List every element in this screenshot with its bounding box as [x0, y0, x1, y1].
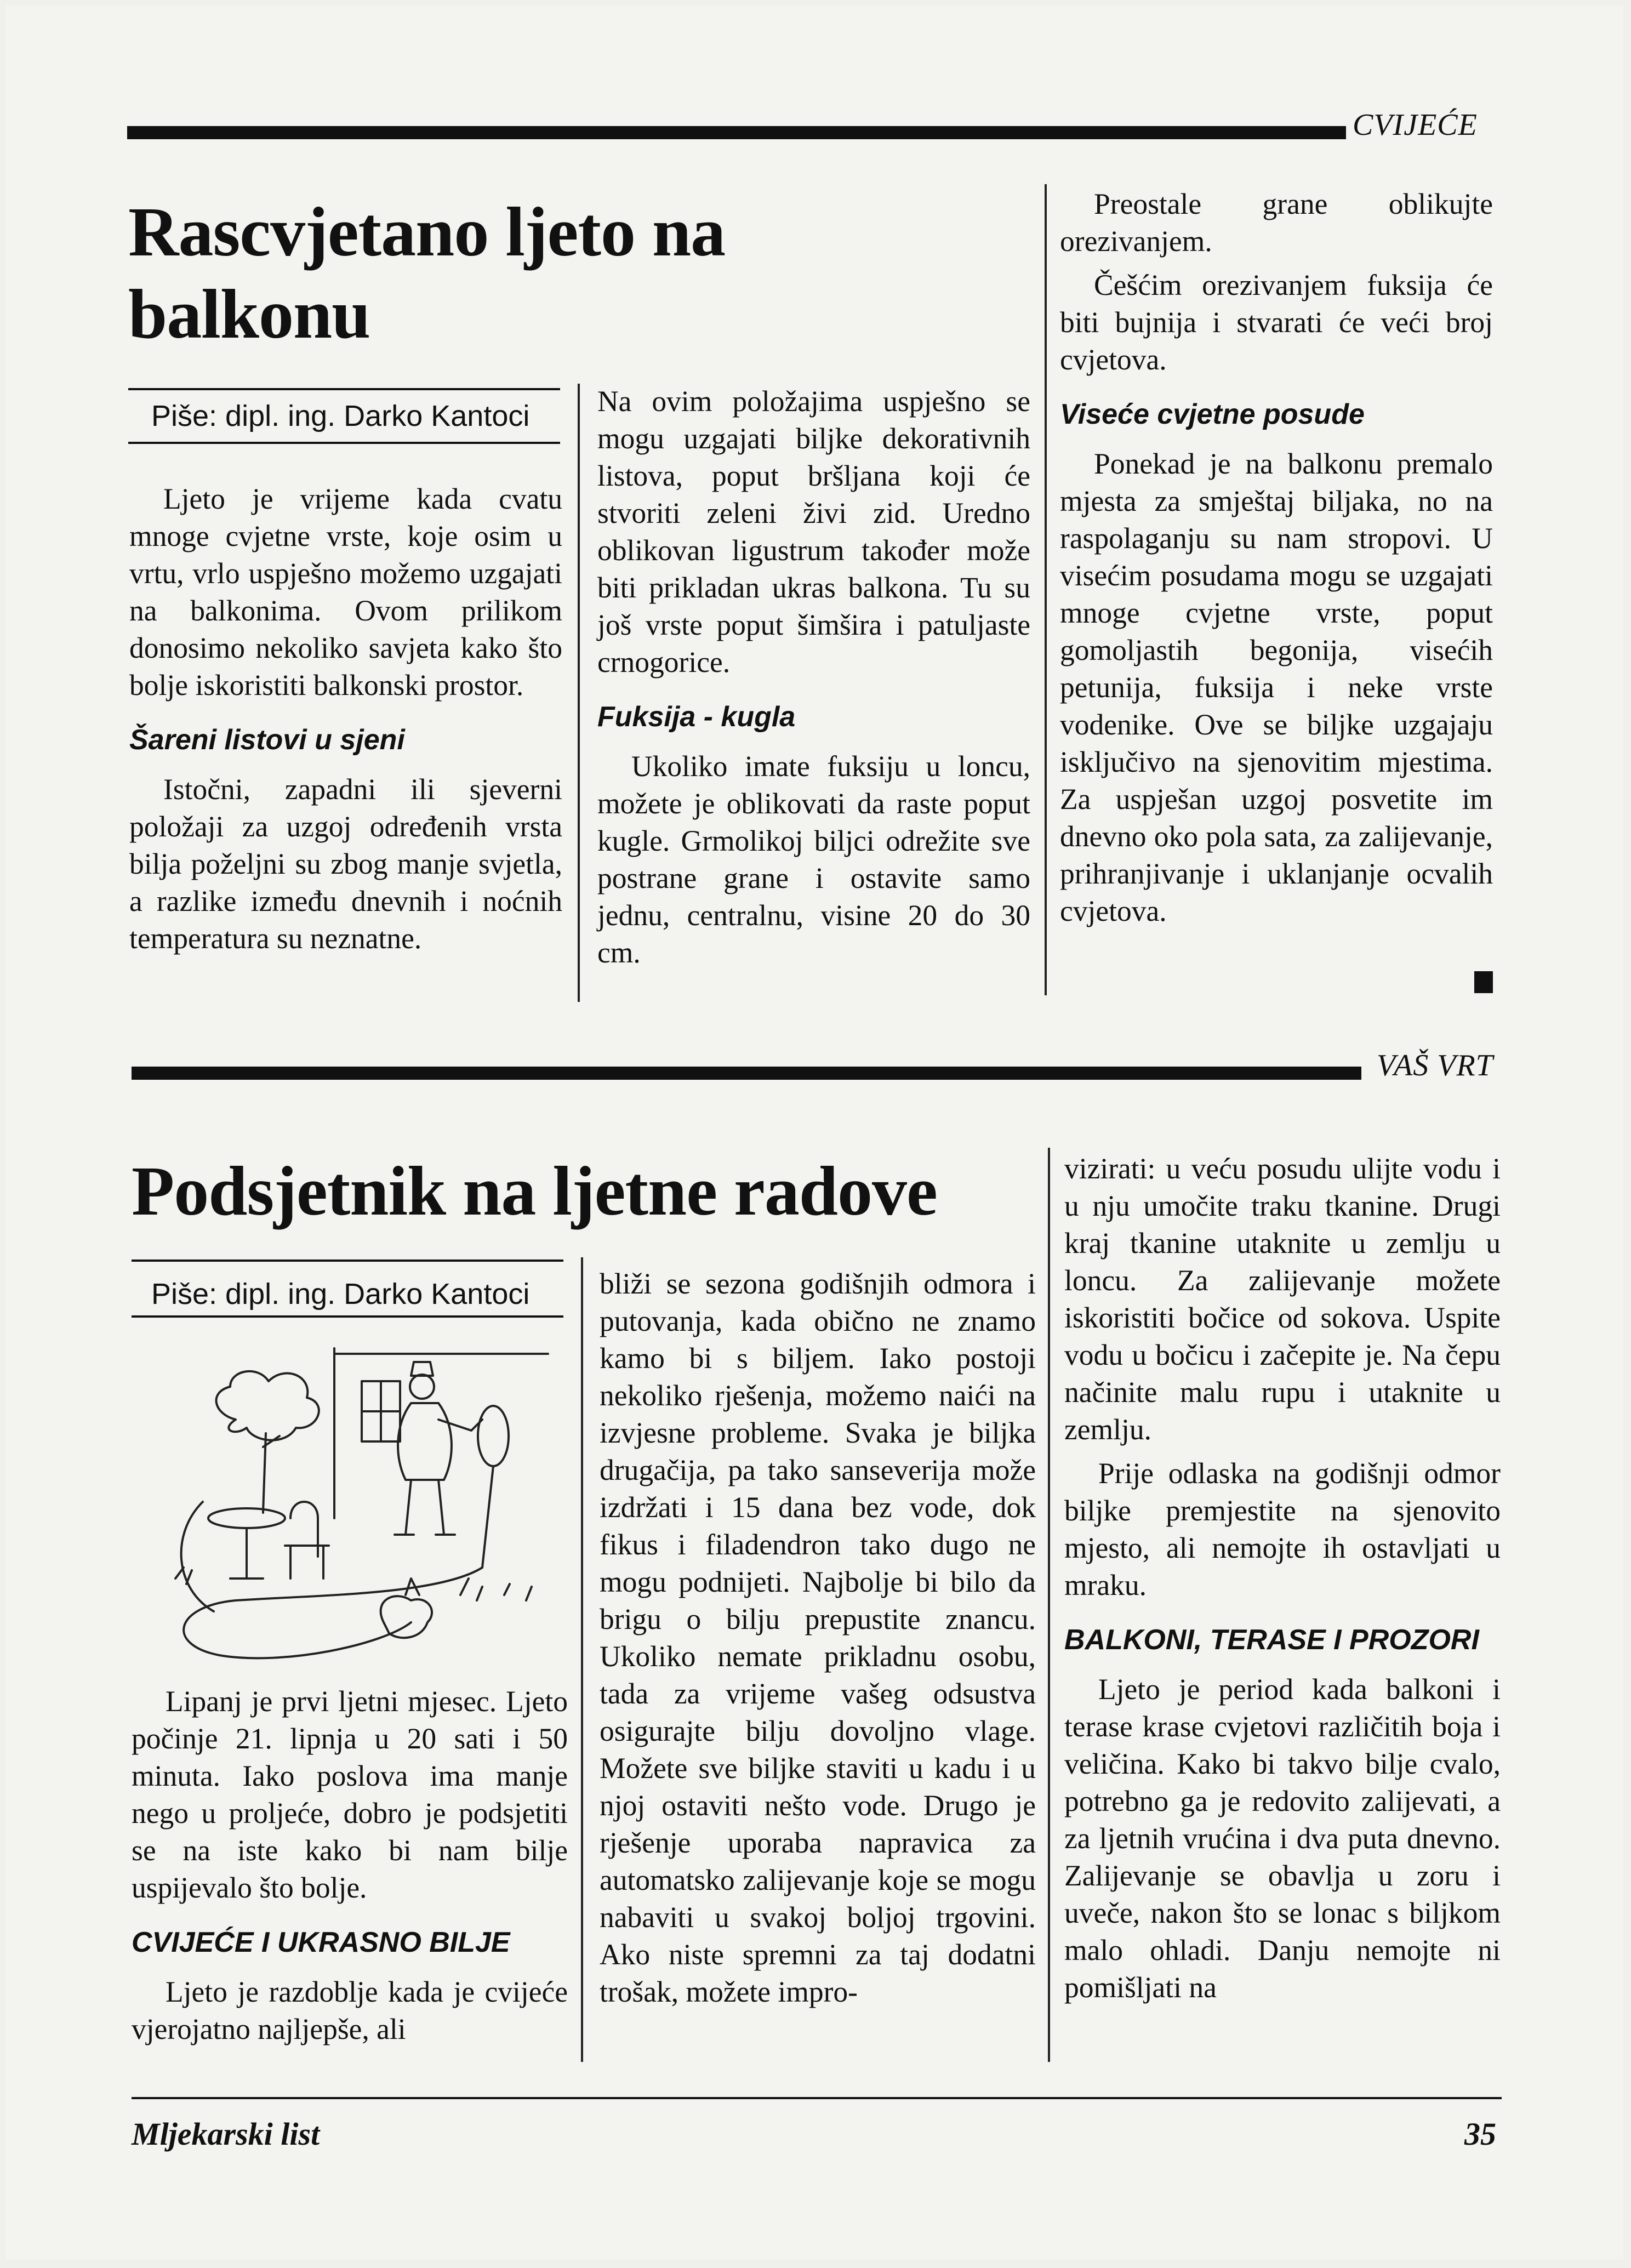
column-divider: [581, 1257, 583, 2062]
paragraph: Ljeto je vrijeme kada cvatu mnoge cvjetne vrste, koje osim u vrtu, vrlo uspješno možemo uzgajati na balkonima. Ovom prilikom donosimo nekoliko savjeta kako što bolje iskoristiti balkonski prostor.: [129, 482, 562, 702]
byline-rule-top: [128, 388, 560, 390]
article-column-3: [1060, 185, 1493, 936]
section-label-vas-vrt: VAŠ VRT: [1377, 1048, 1493, 1082]
paragraph: Češćim orezivanjem fuksija će biti bujnija i stvarati će veći broj cvjetova.: [1060, 269, 1493, 376]
paragraph: Preostale grane oblikujte orezivanjem.: [1060, 187, 1493, 258]
section-rule-middle: [132, 1067, 1361, 1080]
paragraph: Lipanj je prvi ljetni mjesec. Ljeto počinje 21. lipnja u 20 sati i 50 minuta. Iako poslova ima manje nego u proljeće, dobro je podsjetiti se na iste kako bi nam bilje uspijevalo što bolje.: [132, 1685, 568, 1904]
subheading: Šareni listovi u sjeni: [129, 724, 405, 756]
paragraph: Ljeto je razdoblje kada je cvijeće vjerojatno najljepše, ali: [132, 1975, 568, 2045]
page-number: 35: [1464, 2116, 1496, 2152]
paragraph: Prije odlaska na godišnji odmor biljke premjestite na sjenovito mjesto, ali nemojte ih ostavljati u mraku.: [1064, 1457, 1501, 1602]
byline: Piše: dipl. ing. Darko Kantoci: [151, 400, 530, 432]
subheading: CVIJEĆE I UKRASNO BILJE: [132, 1927, 510, 1958]
gardener-watering-icon: [153, 1337, 559, 1666]
paragraph: vizirati: u veću posudu ulijte vodu i u nju umočite traku tkanine. Drugi kraj tkanine utaknite u zemlju u loncu. Za zalijevanje možete iskoristiti bočice od sokova. Uspite vodu u bočicu i začepite je. Na čepu načinite malu rupu i utaknite u zemlju.: [1064, 1152, 1501, 1446]
article-title-line1: Rascvjetano ljeto na: [128, 193, 726, 271]
column-divider: [1045, 184, 1047, 995]
section-label-cvijece: CVIJEĆE: [1353, 108, 1478, 142]
paragraph: Istočni, zapadni ili sjeverni položaji za uzgoj određenih vrsta bilja poželjni su zbog manje svjetla, a razlike između dnevnih i noćnih temperatura su neznatne.: [129, 773, 562, 955]
paragraph: Ponekad je na balkonu premalo mjesta za smještaj biljaka, no na raspolaganju su nam stropovi. U visećim posudama mogu se uzgajati mnoge cvjetne vrste, poput gomoljastih begonija, visećih petunija, fuksija i neke vrste vodenike. Ove se biljke uzgajaju isključivo na sjenovitim mjestima. Za uspješan uzgoj posvetite im dnevno oko pola sata, za zalijevanje, prihranjivanje i uklanjanje ocvalih cvjetova.: [1060, 447, 1493, 927]
footer-rule: [132, 2097, 1502, 2099]
article-column-2: [600, 1265, 1036, 2017]
paragraph: Na ovim položajima uspješno se mogu uzgajati biljke dekorativnih listova, poput bršljana koji će stvoriti zeleni živi zid. Uredno oblikovan ligustrum također može biti prikladan ukras balkona. Tu su još vrste poput šimšira i patuljaste crnogorice.: [597, 385, 1030, 679]
end-mark-icon: [1474, 971, 1493, 993]
article-title: [128, 191, 1093, 355]
byline-rule-bottom: [132, 1315, 563, 1318]
subheading: Fuksija - kugla: [597, 701, 796, 733]
article-column-1: [129, 480, 562, 964]
byline-rule-bottom: [128, 442, 560, 444]
publication-name: Mljekarski list: [132, 2116, 320, 2152]
byline-rule-top: [132, 1260, 563, 1262]
illustration-gardener: [153, 1337, 559, 1666]
article-title-line2: balkonu: [128, 275, 370, 353]
article-column-3: [1064, 1150, 1501, 2013]
article-column-2: [597, 383, 1030, 978]
paragraph: bliži se sezona godišnjih odmora i putovanja, kada obično ne znamo kamo bi s biljem. Iako postoji nekoliko rješenja, možemo naići na izvjesne probleme. Svaka je biljka drugačija, pa tako sanseverija može izdržati i 15 dana bez vode, dok fikus i filadendron tako dugo ne mogu podnijeti. Najbolje bi bilo da brigu o bilju prepustite znancu. Ukoliko nemate prikladnu osobu, tada za vrijeme vašeg odsustva osigurajte bilju dovoljno vlage. Možete sve biljke staviti u kadu i u njoj ostaviti nešto vode. Drugo je rješenje uporaba napravica za automatsko zalijevanje koje se mogu nabaviti u svakoj boljoj trgovini. Ako niste spremni za taj dodatni trošak, možete impro-: [600, 1267, 1036, 2008]
article-title: Podsjetnik na ljetne radove: [132, 1152, 937, 1230]
section-rule-top: [127, 126, 1346, 139]
subheading: Viseće cvjetne posude: [1060, 398, 1365, 430]
subheading: BALKONI, TERASE I PROZORI: [1064, 1624, 1479, 1656]
article-column-1: [132, 1683, 568, 2054]
paragraph: Ukoliko imate fuksiju u loncu, možete je oblikovati da raste poput kugle. Grmolikoj biljci odrežite sve postrane grane i ostavite samo jednu, centralnu, visine 20 do 30 cm.: [597, 750, 1030, 969]
column-divider: [1048, 1148, 1050, 2062]
paragraph: Ljeto je period kada balkoni i terase krase cvjetovi različitih boja i veličina. Kako bi takvo bilje cvalo, potrebno ga je redovito zalijevati, a za ljetnih vrućina i dva puta dnevno. Zalijevanje se obavlja u zoru i uveče, nakon što se lonac s biljkom malo ohladi. Danju nemojte ni pomišljati na: [1064, 1673, 1501, 2004]
column-divider: [578, 384, 580, 1002]
byline: Piše: dipl. ing. Darko Kantoci: [151, 1278, 530, 1310]
